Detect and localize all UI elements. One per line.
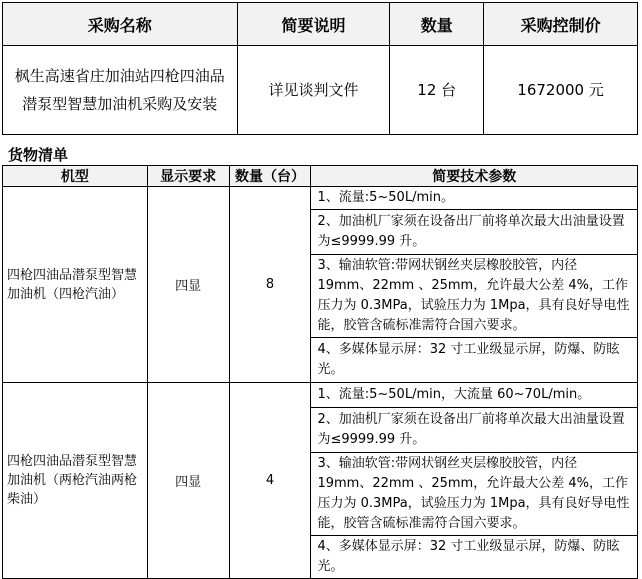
table-row (3, 383, 638, 408)
tech-param: 2、加油机厂家须在设备出厂前将单次最大出油量设置为≤9999.99 升。 (311, 408, 638, 453)
header-display: 显示要求 (147, 166, 229, 187)
procurement-header-row (3, 3, 638, 46)
header-count: 数量（台） (229, 166, 311, 187)
tech-param: 2、加油机厂家须在设备出厂前将单次最大出油量设置为≤9999.99 升。 (311, 210, 638, 255)
header-model: 机型 (3, 166, 148, 187)
tech-param: 1、流量:5~50L/min，大流量 60~70L/min。 (311, 383, 638, 408)
model-name: 四枪四油品潜泵型智慧加油机（四枪汽油） (3, 187, 148, 383)
unit-count: 8 (229, 187, 311, 383)
procurement-row (3, 46, 638, 135)
procurement-quantity: 12 台 (390, 46, 484, 135)
unit-count: 4 (229, 383, 311, 579)
goods-header-row (3, 166, 638, 187)
display-requirement: 四显 (147, 187, 229, 383)
header-procurement-name: 采购名称 (3, 3, 238, 46)
header-quantity: 数量 (390, 3, 484, 46)
goods-list-table (2, 165, 638, 579)
tech-param: 3、输油软管:带网状钢丝夹层橡胶胶管，内径 19mm、22mm 、25mm，允许最大公差 4%，工作压力为 0.3MPa，试验压力为 1Mpa，具有良好导电性能，胶管含硫标准需符合国六要求。 (311, 453, 638, 536)
procurement-description: 详见谈判文件 (237, 46, 390, 135)
procurement-name: 枫生高速省庄加油站四枪四油品潜泵型智慧加油机采购及安装 (3, 46, 238, 135)
tech-param: 4、多媒体显示屏：32 寸工业级显示屏，防爆、防眩光。 (311, 536, 638, 579)
header-tech-params: 简要技术参数 (311, 166, 638, 187)
tech-param: 1、流量:5~50L/min。 (311, 187, 638, 210)
header-description: 简要说明 (237, 3, 390, 46)
header-control-price: 采购控制价 (484, 3, 638, 46)
tech-param: 3、输油软管:带网状钢丝夹层橡胶胶管，内径 19mm、22mm 、25mm，允许最大公差 4%，工作压力为 0.3MPa，试验压力为 1Mpa，具有良好导电性能，胶管含硫标准需符合国六要求。 (311, 255, 638, 338)
procurement-table (2, 2, 638, 135)
model-name: 四枪四油品潜泵型智慧加油机（两枪汽油两枪柴油） (3, 383, 148, 579)
display-requirement: 四显 (147, 383, 229, 579)
tech-param: 4、多媒体显示屏：32 寸工业级显示屏，防爆、防眩光。 (311, 338, 638, 383)
table-row (3, 187, 638, 210)
procurement-price: 1672000 元 (484, 46, 638, 135)
goods-list-title: 货物清单 (8, 146, 69, 164)
